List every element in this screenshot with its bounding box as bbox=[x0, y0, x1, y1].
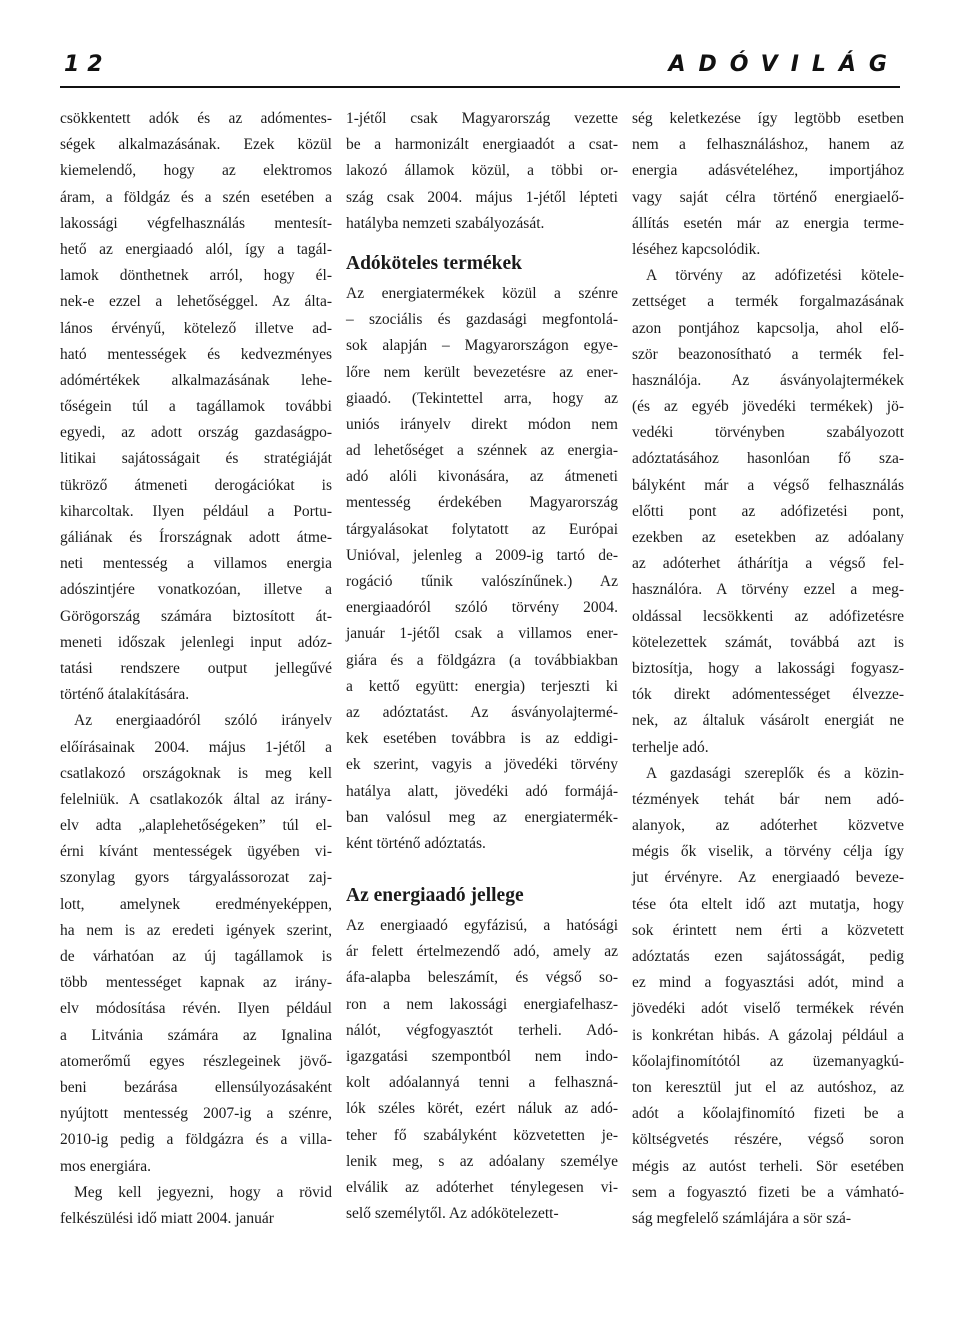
text-line: – szociális és gazdasági megfontolá- bbox=[346, 311, 618, 329]
text-line: is konkrétan hibás. A gázolaj például a bbox=[632, 1026, 904, 1044]
text-line: Az energiatermékek közül a szénre bbox=[346, 284, 618, 302]
text-line: Az energiaadóról szóló irányelv bbox=[74, 712, 332, 730]
text-line: történő átalakítására. bbox=[60, 686, 190, 704]
text-line: A törvény az adófizetési kötele- bbox=[646, 267, 904, 285]
text-line: igazgatási szempontból nem indo- bbox=[346, 1048, 618, 1065]
text-line: nek-e ezzel a lehetőséggel. Az álta- bbox=[60, 293, 332, 311]
text-line: hatályba nemzeti szabályozását. bbox=[346, 214, 545, 232]
text-column-2 bbox=[346, 106, 618, 1227]
text-line: adószintjére vonatkozóan, illetve a bbox=[60, 581, 332, 599]
text-line: biztosítja, hogy a lakossági fogyasz- bbox=[632, 659, 904, 677]
text-line: nyújtott mentesség 2007-ig a szénre, bbox=[60, 1105, 332, 1123]
text-line: a Litvánia számára az Ignalina bbox=[60, 1026, 332, 1044]
text-line: giára és a földgázra (a továbbiakban bbox=[346, 651, 618, 669]
text-line: mégis az autóst terheli. Sör esetében bbox=[632, 1157, 904, 1175]
text-line: mégis ők viselik, a törvény célja így bbox=[632, 843, 904, 861]
text-line: felkészülési idő miatt 2004. január bbox=[60, 1209, 274, 1227]
text-line: szág csak 2004. május 1-jétől lépteti bbox=[346, 188, 618, 206]
text-line: elv adta „alaplehetőségeken” túl el- bbox=[60, 817, 332, 835]
text-line: jut érvényre. Az energiaadó beveze- bbox=[632, 869, 904, 887]
text-line: adóztatásához hasonlóan fő sza- bbox=[632, 450, 904, 468]
text-line: (és az egyéb jövedéki termékek) jö- bbox=[632, 398, 904, 416]
text-line: vagy saját célra történő energiaelő- bbox=[632, 188, 904, 206]
text-line: giaadó. (Tekintettel arra, hogy az bbox=[346, 389, 618, 407]
text-line: nálót, végfogyasztót terheli. Adó- bbox=[346, 1021, 618, 1039]
text-line: Görögország számára biztosított át- bbox=[60, 607, 332, 625]
text-line: kőolajfinomítótól az üzemanyagkú- bbox=[632, 1052, 904, 1070]
text-line: oldással lecsökkenti az adófizetésre bbox=[632, 607, 904, 625]
text-line: uniós irányelv direkt módon nem bbox=[346, 415, 618, 433]
text-line: sem a fogyasztó fizeti be a vámható- bbox=[632, 1183, 904, 1201]
text-line: selő személytől. Az adókötelezett- bbox=[346, 1205, 559, 1223]
text-line: január 1-jétől csak a villamos ener- bbox=[346, 625, 618, 643]
text-line: tók direkt adómentességet élvezze- bbox=[632, 686, 904, 704]
text-line: hatálya alatt, jövedéki adó formájá- bbox=[346, 782, 618, 800]
text-line: áfa-alapba beleszámít, és végső so- bbox=[346, 969, 618, 987]
magazine-title: ADÓVILÁG bbox=[668, 52, 900, 77]
text-line: beni bezárása ellensúlyozásaként bbox=[60, 1078, 332, 1096]
text-line: felelniük. A csatlakozók által az irány- bbox=[60, 790, 332, 808]
text-line: tatási rendszere output jellegűvé bbox=[60, 659, 332, 677]
text-line: ször beazonosítható a termék fel- bbox=[632, 345, 904, 363]
section-heading: Adóköteles termékek bbox=[346, 252, 523, 274]
text-line: 2010-ig pedig a földgázra és a villa- bbox=[60, 1131, 332, 1149]
text-line: terhelje adó. bbox=[632, 738, 709, 756]
text-line: hető az energiaadó alól, így a tagál- bbox=[60, 240, 332, 258]
text-line: lamok dönthetnek arról, hogy él- bbox=[60, 267, 332, 285]
text-line: lott, amelynek eredményeképpen, bbox=[60, 895, 332, 913]
text-line: mos energiára. bbox=[60, 1157, 151, 1175]
text-line: atomerőmű egyes részlegeinek jövő- bbox=[60, 1052, 332, 1070]
text-line: nek, az általuk vásárolt energiát ne bbox=[632, 712, 904, 730]
text-line: tükröző átmeneti derogációkat is bbox=[60, 476, 332, 494]
text-line: jövedéki adót viselő termékek révén bbox=[632, 1000, 904, 1018]
text-line: be a harmonizált energiaadót a csat- bbox=[346, 136, 618, 154]
text-line: 1-jétől csak Magyarország vezette bbox=[346, 110, 618, 127]
page-header bbox=[60, 0, 900, 88]
text-line: az adóterhet áthárítja a végső fel- bbox=[632, 555, 904, 573]
text-line: szonylag gyors tárgyalássorozat zaj- bbox=[60, 869, 332, 887]
text-line: zettséget a termék forgalmazásának bbox=[632, 293, 904, 311]
text-line: lános érvényű, kötelező illetve ad- bbox=[60, 319, 332, 337]
text-line: ek szerint, vagyis a jövedéki törvény bbox=[346, 756, 618, 774]
text-line: sok alapján – Magyarországon egye- bbox=[346, 337, 618, 355]
text-line: elválik az adóterhet ténylegesen vi- bbox=[346, 1178, 618, 1196]
text-line: tőségein túl a tagállamok további bbox=[60, 398, 332, 416]
text-line: gáliának és Írországnak adott átme- bbox=[60, 529, 332, 546]
text-line: ez mind a fogyasztási adót, mind a bbox=[632, 974, 904, 992]
text-line: érni kívánt mentességek ügyében vi- bbox=[60, 843, 332, 861]
text-line: sok érintett nem érti a közvetett bbox=[632, 921, 904, 939]
text-line: rogáció tűnik valószínűnek.) Az bbox=[346, 573, 618, 590]
text-line: áram, a földgáz és a szén esetében a bbox=[60, 188, 332, 206]
text-line: állítás esetén már az energia terme- bbox=[632, 214, 904, 232]
text-line: adóztatás ezen sajátosságát, pedig bbox=[632, 948, 904, 965]
text-column-1 bbox=[60, 106, 332, 1232]
text-line: lakossági végfelhasználás mentesít- bbox=[60, 214, 332, 232]
text-line: kolt adóalannyá tenni a felhaszná- bbox=[346, 1074, 618, 1092]
text-line: ség keletkezése így legtöbb esetben bbox=[632, 110, 904, 127]
text-line: azon pontjához kapcsolja, ahol elő- bbox=[632, 319, 904, 337]
text-line: ban valósul meg az energiatermék- bbox=[346, 808, 618, 826]
text-line: ad lehetőséget a szénnek az energia- bbox=[346, 442, 618, 460]
text-line: bályként már a végső felhasználás bbox=[632, 476, 904, 494]
text-line: ként történő adóztatás. bbox=[346, 834, 486, 852]
text-line: tése óta eltelt idő azt mutatja, hogy bbox=[632, 895, 904, 913]
text-line: litikai sajátosságait és stratégiáját bbox=[60, 450, 332, 468]
text-line: csatlakozó országoknak is meg kell bbox=[60, 764, 332, 782]
text-line: elv módosítása révén. Ilyen például bbox=[60, 1000, 332, 1018]
text-line: ha nem is az eredeti igények szerint, bbox=[60, 921, 332, 939]
text-line: tárgyalásokat folytatott az Európai bbox=[346, 520, 618, 538]
text-line: előírásainak 2004. május 1-jétől a bbox=[60, 738, 332, 756]
text-line: ezekben az esetekben az adóalany bbox=[632, 529, 904, 546]
text-line: csökkentett adók és az adómentes- bbox=[60, 110, 332, 127]
text-line: A gazdasági szereplők és a közin- bbox=[646, 764, 904, 782]
header-rule bbox=[60, 86, 900, 88]
text-line: előtti pont az adófizetési pont, bbox=[632, 502, 904, 520]
text-line: több mentességet kapnak az irány- bbox=[60, 974, 332, 992]
text-line: használója. Az ásványolajtermékek bbox=[632, 371, 904, 389]
text-line: adó alóli kivonására, az átmeneti bbox=[346, 468, 618, 486]
text-line: használóra. A törvény ezzel a meg- bbox=[632, 581, 904, 599]
text-line: energia adásvételéhez, importjához bbox=[632, 162, 904, 180]
text-line: lőre nem került bevezetésre az ener- bbox=[346, 363, 618, 381]
text-line: ható mentességek és kedvezményes bbox=[60, 345, 332, 363]
text-line: költségvetés részére, végső soron bbox=[632, 1131, 904, 1149]
text-line: nem a felhasználáshoz, hanem az bbox=[632, 136, 904, 154]
text-line: kiharcoltak. Ilyen például a Portu- bbox=[60, 502, 332, 520]
text-line: az adóztatást. Az ásványolajtermé- bbox=[346, 703, 618, 721]
text-line: meneti időszak jelenlegi input adóz- bbox=[60, 633, 332, 651]
text-line: egyedi, az adott ország gazdaságpo- bbox=[60, 424, 332, 442]
text-line: lók széles körét, ezért náluk az adó- bbox=[346, 1100, 618, 1118]
text-line: lakozó államok közül, a többi or- bbox=[346, 162, 618, 180]
text-line: Unióval, jelenleg a 2009-ig tartó de- bbox=[346, 546, 618, 564]
text-line: ségek alkalmazásának. Ezek közül bbox=[60, 136, 332, 154]
text-line: energiaadóról szóló törvény 2004. bbox=[346, 599, 618, 617]
text-line: ron a nem lakossági energiafelhasz- bbox=[346, 995, 618, 1013]
text-line: kiemelendő, hogy az elektromos bbox=[60, 162, 332, 180]
text-line: neti mentesség a villamos energia bbox=[60, 555, 332, 573]
text-line: kötelezettek számát, továbbá azt is bbox=[632, 633, 904, 651]
text-line: alanyok, az adóterhet közvetve bbox=[632, 817, 904, 835]
text-line: adót a kőolajfinomító fizeti be a bbox=[632, 1105, 904, 1123]
text-line: mentesség érdekében Magyarország bbox=[346, 494, 618, 512]
text-line: léséhez kapcsolódik. bbox=[632, 240, 761, 258]
page-number: 12 bbox=[64, 52, 111, 77]
text-line: a kettő együtt: energia) terjeszti ki bbox=[346, 677, 618, 695]
text-line: adómértékek alkalmazásának lehe- bbox=[60, 371, 332, 389]
text-line: ton keresztül jut el az autóshoz, az bbox=[632, 1078, 904, 1096]
text-line: kek esetében továbbra is az eddigi- bbox=[346, 730, 618, 748]
text-line: ár felett értelmezendő adó, amely az bbox=[346, 943, 618, 961]
text-line: vedéki törvényben szabályozott bbox=[632, 424, 904, 442]
text-line: lenik meg, s az adóalany személye bbox=[346, 1152, 618, 1170]
text-line: teher fő szabályként közvetetten je- bbox=[346, 1126, 618, 1144]
text-line: de várhatóan az új tagállamok is bbox=[60, 948, 332, 965]
section-heading: Az energiaadó jellege bbox=[346, 885, 524, 907]
text-line: tézmények tehát bár nem adó- bbox=[632, 790, 904, 808]
text-line: ság megfelelő számlájára a sör szá- bbox=[632, 1209, 852, 1227]
text-column-3 bbox=[632, 106, 904, 1232]
text-line: Az energiaadó egyfázisú, a hatósági bbox=[346, 917, 618, 935]
text-line: Meg kell jegyezni, hogy a rövid bbox=[74, 1183, 332, 1201]
